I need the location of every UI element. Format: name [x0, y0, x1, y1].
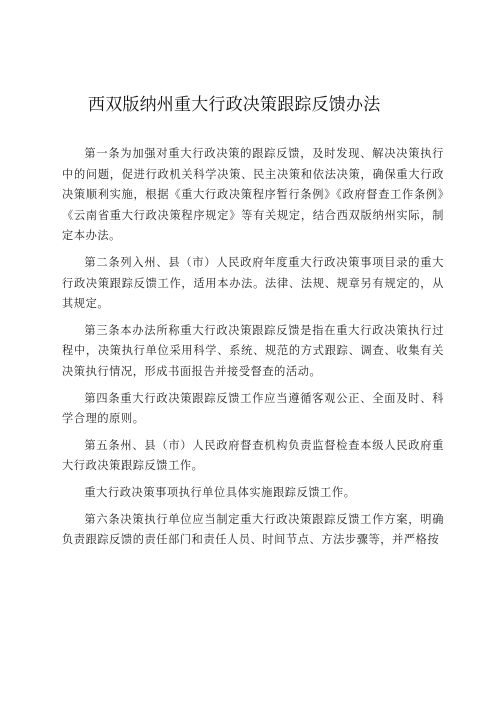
paragraph-article-6: 第六条决策执行单位应当制定重大行政决策跟踪反馈工作方案，明确负责跟踪反馈的责任部门和责任人员、时间节点、方法步骤等，并严格按: [62, 512, 444, 547]
paragraph-article-4: 第四条重大行政决策跟踪反馈工作应当遵循客观公正、全面及时、科学合理的原则。: [62, 391, 444, 426]
paragraph-article-5: 第五条州、县（市）人民政府督查机构负责监督检查本级人民政府重大行政决策跟踪反馈工作。: [62, 438, 444, 473]
paragraph-article-3: 第三条本办法所称重大行政决策跟踪反馈是指在重大行政决策执行过程中，决策执行单位采用科学、系统、规范的方式跟踪、调查、收集有关决策执行情况，形成书面报告并接受督查的活动。: [62, 323, 444, 378]
paragraph-article-5-cont: 重大行政决策事项执行单位具体实施跟踪反馈工作。: [84, 485, 356, 499]
paragraph-article-2: 第二条列入州、县（市）人民政府年度重大行政决策事项目录的重大行政决策跟踪反馈工作，适用本办法。法律、法规、规章另有规定的，从其规定。: [62, 255, 444, 311]
document-title: 西双版纳州重大行政决策跟踪反馈办法: [88, 95, 381, 115]
document-body: [62, 144, 444, 557]
paragraph-article-1: 第一条为加强对重大行政决策的跟踪反馈，及时发现、解决决策执行中的问题，促进行政机关科学决策、民主决策和依法决策，确保重大行政决策顺利实施，根据《重大行政决策程序暂行条例》《政府督查工作条例》《云南省重大行政决策程序规定》等有关规定，结合西双版纳州实际，制定本办法。: [62, 147, 444, 243]
